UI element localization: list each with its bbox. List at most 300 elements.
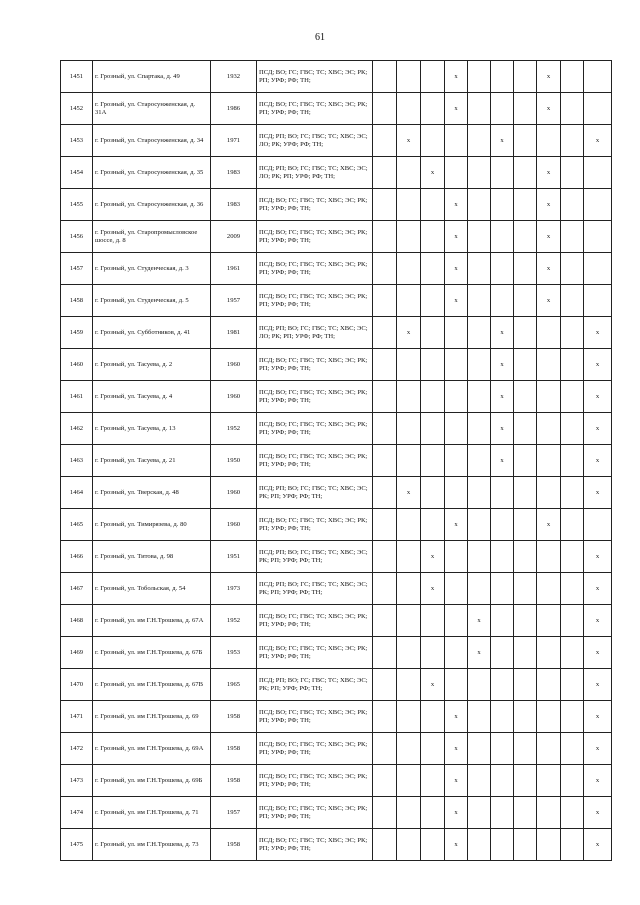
mark-cell: [468, 61, 491, 93]
housing-registry-table: [60, 60, 612, 861]
mark-cell: [397, 253, 421, 285]
mark-cell: [584, 157, 612, 189]
mark-cell: [397, 61, 421, 93]
work-types-cell: ПСД; РП; ВО; ГС; ГВС; ТС; ХВС; ЭС; РК; РП; УРФ; РФ; ТН;: [257, 541, 373, 573]
mark-cell: [514, 285, 537, 317]
table-row: [61, 509, 612, 541]
work-types-cell: ПСД; ВО; ГС; ГВС; ТС; ХВС; ЭС; РК; РП; УРФ; РФ; ТН;: [257, 413, 373, 445]
year-built-cell: 1961: [211, 253, 257, 285]
mark-cell: [468, 445, 491, 477]
mark-cell: [514, 221, 537, 253]
mark-cell: x: [445, 285, 468, 317]
mark-cell: [537, 701, 561, 733]
address-cell: г. Грозный, ул. Тверская, д. 48: [93, 477, 211, 509]
work-types-cell: ПСД; РП; ВО; ГС; ГВС; ТС; ХВС; ЭС; РК; РП; УРФ; РФ; ТН;: [257, 573, 373, 605]
mark-cell: [561, 285, 584, 317]
mark-cell: x: [584, 669, 612, 701]
mark-cell: [468, 669, 491, 701]
mark-cell: [514, 413, 537, 445]
mark-cell: [373, 189, 397, 221]
table-row: [61, 221, 612, 253]
year-built-cell: 1973: [211, 573, 257, 605]
mark-cell: x: [584, 541, 612, 573]
address-cell: г. Грозный, ул. им Г.Н.Трошева, д. 69: [93, 701, 211, 733]
mark-cell: [397, 669, 421, 701]
year-built-cell: 1958: [211, 701, 257, 733]
mark-cell: [397, 797, 421, 829]
address-cell: г. Грозный, ул. Субботников, д. 41: [93, 317, 211, 349]
year-built-cell: 1952: [211, 605, 257, 637]
mark-cell: [468, 573, 491, 605]
mark-cell: [561, 605, 584, 637]
year-built-cell: 1958: [211, 733, 257, 765]
mark-cell: [514, 733, 537, 765]
mark-cell: [491, 733, 514, 765]
mark-cell: [491, 541, 514, 573]
address-cell: г. Грозный, ул. Титова, д. 98: [93, 541, 211, 573]
year-built-cell: 1960: [211, 381, 257, 413]
address-cell: г. Грозный, ул. им Г.Н.Трошева, д. 67В: [93, 669, 211, 701]
mark-cell: x: [584, 125, 612, 157]
mark-cell: [445, 317, 468, 349]
mark-cell: x: [445, 61, 468, 93]
mark-cell: [421, 637, 445, 669]
row-number-cell: 1458: [61, 285, 93, 317]
mark-cell: [514, 701, 537, 733]
mark-cell: x: [584, 637, 612, 669]
mark-cell: x: [445, 509, 468, 541]
mark-cell: [445, 413, 468, 445]
mark-cell: x: [421, 669, 445, 701]
work-types-cell: ПСД; ВО; ГС; ГВС; ТС; ХВС; ЭС; РК; РП; УРФ; РФ; ТН;: [257, 221, 373, 253]
mark-cell: [561, 93, 584, 125]
mark-cell: x: [537, 253, 561, 285]
mark-cell: [468, 797, 491, 829]
mark-cell: [397, 221, 421, 253]
mark-cell: [561, 221, 584, 253]
mark-cell: [561, 669, 584, 701]
mark-cell: [445, 157, 468, 189]
work-types-cell: ПСД; ВО; ГС; ГВС; ТС; ХВС; ЭС; РК; РП; УРФ; РФ; ТН;: [257, 349, 373, 381]
year-built-cell: 1957: [211, 797, 257, 829]
table-row: [61, 61, 612, 93]
address-cell: г. Грозный, ул. Студенческая, д. 5: [93, 285, 211, 317]
work-types-cell: ПСД; ВО; ГС; ГВС; ТС; ХВС; ЭС; РК; РП; УРФ; РФ; ТН;: [257, 285, 373, 317]
mark-cell: x: [584, 797, 612, 829]
mark-cell: [468, 541, 491, 573]
mark-cell: [491, 477, 514, 509]
mark-cell: [373, 349, 397, 381]
mark-cell: x: [397, 477, 421, 509]
address-cell: г. Грозный, ул. им Г.Н.Трошева, д. 69Б: [93, 765, 211, 797]
table-row: [61, 317, 612, 349]
year-built-cell: 1965: [211, 669, 257, 701]
mark-cell: [514, 829, 537, 861]
table-row: [61, 189, 612, 221]
mark-cell: [561, 797, 584, 829]
year-built-cell: 1950: [211, 445, 257, 477]
mark-cell: [373, 477, 397, 509]
mark-cell: [445, 477, 468, 509]
mark-cell: [373, 221, 397, 253]
mark-cell: [421, 285, 445, 317]
year-built-cell: 1932: [211, 61, 257, 93]
year-built-cell: 1952: [211, 413, 257, 445]
mark-cell: [468, 765, 491, 797]
mark-cell: [421, 445, 445, 477]
mark-cell: [373, 509, 397, 541]
year-built-cell: 1971: [211, 125, 257, 157]
mark-cell: [468, 285, 491, 317]
mark-cell: x: [584, 317, 612, 349]
mark-cell: [468, 189, 491, 221]
mark-cell: [445, 381, 468, 413]
mark-cell: [514, 157, 537, 189]
mark-cell: x: [445, 93, 468, 125]
work-types-cell: ПСД; ВО; ГС; ГВС; ТС; ХВС; ЭС; РК; РП; УРФ; РФ; ТН;: [257, 381, 373, 413]
table-row: [61, 733, 612, 765]
row-number-cell: 1459: [61, 317, 93, 349]
mark-cell: [514, 573, 537, 605]
mark-cell: [561, 125, 584, 157]
mark-cell: [561, 381, 584, 413]
row-number-cell: 1464: [61, 477, 93, 509]
mark-cell: [421, 797, 445, 829]
mark-cell: [514, 61, 537, 93]
mark-cell: [468, 477, 491, 509]
address-cell: г. Грозный, ул. Спартака, д. 49: [93, 61, 211, 93]
mark-cell: [397, 509, 421, 541]
mark-cell: [468, 125, 491, 157]
mark-cell: [421, 701, 445, 733]
table-row: [61, 349, 612, 381]
mark-cell: [514, 605, 537, 637]
mark-cell: [468, 829, 491, 861]
mark-cell: [421, 509, 445, 541]
mark-cell: [561, 733, 584, 765]
year-built-cell: 1983: [211, 157, 257, 189]
mark-cell: [397, 765, 421, 797]
mark-cell: [491, 61, 514, 93]
mark-cell: x: [468, 605, 491, 637]
mark-cell: [491, 221, 514, 253]
mark-cell: x: [537, 221, 561, 253]
mark-cell: [373, 733, 397, 765]
address-cell: г. Грозный, ул. Тимирязева, д. 80: [93, 509, 211, 541]
table-row: [61, 797, 612, 829]
mark-cell: [421, 61, 445, 93]
mark-cell: x: [584, 765, 612, 797]
row-number-cell: 1472: [61, 733, 93, 765]
mark-cell: [445, 573, 468, 605]
mark-cell: x: [445, 701, 468, 733]
work-types-cell: ПСД; ВО; ГС; ГВС; ТС; ХВС; ЭС; РК; РП; УРФ; РФ; ТН;: [257, 829, 373, 861]
mark-cell: [514, 541, 537, 573]
mark-cell: x: [445, 189, 468, 221]
address-cell: г. Грозный, ул. Тобольская, д. 54: [93, 573, 211, 605]
mark-cell: [537, 381, 561, 413]
mark-cell: [373, 829, 397, 861]
mark-cell: x: [445, 221, 468, 253]
mark-cell: [584, 61, 612, 93]
mark-cell: [373, 637, 397, 669]
mark-cell: [468, 701, 491, 733]
year-built-cell: 1983: [211, 189, 257, 221]
page-number: 61: [315, 32, 325, 43]
mark-cell: [561, 541, 584, 573]
mark-cell: [445, 349, 468, 381]
mark-cell: [421, 125, 445, 157]
mark-cell: [373, 445, 397, 477]
mark-cell: [561, 509, 584, 541]
mark-cell: [373, 541, 397, 573]
mark-cell: [491, 189, 514, 221]
row-number-cell: 1457: [61, 253, 93, 285]
mark-cell: [421, 349, 445, 381]
mark-cell: [373, 317, 397, 349]
mark-cell: [537, 605, 561, 637]
mark-cell: [491, 253, 514, 285]
mark-cell: [561, 573, 584, 605]
row-number-cell: 1467: [61, 573, 93, 605]
mark-cell: [514, 189, 537, 221]
mark-cell: [561, 413, 584, 445]
mark-cell: [468, 733, 491, 765]
mark-cell: [491, 701, 514, 733]
year-built-cell: 1986: [211, 93, 257, 125]
mark-cell: x: [584, 733, 612, 765]
work-types-cell: ПСД; РП; ВО; ГС; ГВС; ТС; ХВС; ЭС; РК; РП; УРФ; РФ; ТН;: [257, 669, 373, 701]
mark-cell: [397, 829, 421, 861]
mark-cell: x: [491, 413, 514, 445]
mark-cell: [514, 125, 537, 157]
table-row: [61, 253, 612, 285]
mark-cell: [468, 157, 491, 189]
work-types-cell: ПСД; ВО; ГС; ГВС; ТС; ХВС; ЭС; РК; РП; УРФ; РФ; ТН;: [257, 93, 373, 125]
mark-cell: [491, 285, 514, 317]
mark-cell: [491, 573, 514, 605]
mark-cell: [397, 349, 421, 381]
row-number-cell: 1469: [61, 637, 93, 669]
table-row: [61, 413, 612, 445]
mark-cell: [561, 765, 584, 797]
mark-cell: [537, 637, 561, 669]
mark-cell: x: [584, 829, 612, 861]
mark-cell: x: [491, 125, 514, 157]
mark-cell: [445, 669, 468, 701]
mark-cell: x: [584, 349, 612, 381]
mark-cell: [537, 445, 561, 477]
table-row: [61, 381, 612, 413]
address-cell: г. Грозный, ул. им Г.Н.Трошева, д. 73: [93, 829, 211, 861]
mark-cell: [373, 765, 397, 797]
work-types-cell: ПСД; РП; ВО; ГС; ГВС; ТС; ХВС; ЭС; РК; РП; УРФ; РФ; ТН;: [257, 477, 373, 509]
work-types-cell: ПСД; ВО; ГС; ГВС; ТС; ХВС; ЭС; РК; РП; УРФ; РФ; ТН;: [257, 61, 373, 93]
table-row: [61, 637, 612, 669]
mark-cell: [561, 317, 584, 349]
address-cell: г. Грозный, ул. Старосунженская, д. 35: [93, 157, 211, 189]
mark-cell: [561, 445, 584, 477]
mark-cell: [421, 189, 445, 221]
mark-cell: [421, 381, 445, 413]
mark-cell: [445, 541, 468, 573]
mark-cell: [421, 221, 445, 253]
mark-cell: x: [584, 445, 612, 477]
mark-cell: [468, 349, 491, 381]
table-row: [61, 701, 612, 733]
registry-rows: [61, 61, 612, 861]
work-types-cell: ПСД; РП; ВО; ГС; ГВС; ТС; ХВС; ЭС; ЛО; РК; РП; УРФ; РФ; ТН;: [257, 157, 373, 189]
mark-cell: x: [421, 541, 445, 573]
table-row: [61, 285, 612, 317]
mark-cell: [514, 797, 537, 829]
mark-cell: [468, 381, 491, 413]
mark-cell: [397, 445, 421, 477]
row-number-cell: 1452: [61, 93, 93, 125]
mark-cell: [397, 573, 421, 605]
work-types-cell: ПСД; РП; ВО; ГС; ГВС; ТС; ХВС; ЭС; ЛО; РК; УРФ; РФ; ТН;: [257, 125, 373, 157]
mark-cell: x: [397, 125, 421, 157]
mark-cell: x: [537, 509, 561, 541]
mark-cell: [373, 701, 397, 733]
mark-cell: [514, 253, 537, 285]
row-number-cell: 1456: [61, 221, 93, 253]
mark-cell: x: [537, 285, 561, 317]
year-built-cell: 1951: [211, 541, 257, 573]
mark-cell: [397, 189, 421, 221]
work-types-cell: ПСД; ВО; ГС; ГВС; ТС; ХВС; ЭС; РК; РП; УРФ; РФ; ТН;: [257, 509, 373, 541]
mark-cell: [468, 509, 491, 541]
mark-cell: [468, 253, 491, 285]
mark-cell: [537, 765, 561, 797]
mark-cell: [561, 61, 584, 93]
mark-cell: [445, 445, 468, 477]
address-cell: г. Грозный, ул. Старосунженская, д. 36: [93, 189, 211, 221]
table-row: [61, 157, 612, 189]
row-number-cell: 1451: [61, 61, 93, 93]
mark-cell: x: [537, 157, 561, 189]
address-cell: г. Грозный, ул. Старосунженская, д. 31А: [93, 93, 211, 125]
mark-cell: x: [421, 573, 445, 605]
mark-cell: [491, 509, 514, 541]
mark-cell: [561, 701, 584, 733]
row-number-cell: 1453: [61, 125, 93, 157]
mark-cell: [514, 445, 537, 477]
mark-cell: [514, 765, 537, 797]
mark-cell: x: [537, 61, 561, 93]
mark-cell: [421, 317, 445, 349]
mark-cell: [584, 189, 612, 221]
mark-cell: x: [584, 701, 612, 733]
mark-cell: [537, 413, 561, 445]
row-number-cell: 1454: [61, 157, 93, 189]
mark-cell: x: [491, 381, 514, 413]
row-number-cell: 1468: [61, 605, 93, 637]
mark-cell: [584, 285, 612, 317]
mark-cell: [537, 477, 561, 509]
mark-cell: [373, 253, 397, 285]
year-built-cell: 1957: [211, 285, 257, 317]
mark-cell: [561, 253, 584, 285]
mark-cell: x: [397, 317, 421, 349]
mark-cell: [584, 221, 612, 253]
address-cell: г. Грозный, ул. Тасуева, д. 4: [93, 381, 211, 413]
year-built-cell: 1960: [211, 349, 257, 381]
mark-cell: [373, 797, 397, 829]
mark-cell: [421, 93, 445, 125]
mark-cell: [421, 477, 445, 509]
mark-cell: [491, 637, 514, 669]
table-row: [61, 93, 612, 125]
mark-cell: [491, 797, 514, 829]
row-number-cell: 1465: [61, 509, 93, 541]
mark-cell: [373, 93, 397, 125]
year-built-cell: 1958: [211, 765, 257, 797]
mark-cell: [561, 157, 584, 189]
table-row: [61, 765, 612, 797]
table-row: [61, 829, 612, 861]
mark-cell: [397, 605, 421, 637]
row-number-cell: 1466: [61, 541, 93, 573]
address-cell: г. Грозный, ул. им Г.Н.Трошева, д. 69А: [93, 733, 211, 765]
address-cell: г. Грозный, ул. Старосунженская, д. 34: [93, 125, 211, 157]
year-built-cell: 1953: [211, 637, 257, 669]
mark-cell: [373, 413, 397, 445]
mark-cell: [537, 829, 561, 861]
mark-cell: [514, 317, 537, 349]
mark-cell: [491, 765, 514, 797]
row-number-cell: 1455: [61, 189, 93, 221]
work-types-cell: ПСД; ВО; ГС; ГВС; ТС; ХВС; ЭС; РК; РП; УРФ; РФ; ТН;: [257, 445, 373, 477]
mark-cell: [445, 605, 468, 637]
mark-cell: x: [445, 253, 468, 285]
table-row: [61, 605, 612, 637]
mark-cell: [584, 253, 612, 285]
mark-cell: [537, 317, 561, 349]
mark-cell: [421, 605, 445, 637]
table-row: [61, 669, 612, 701]
year-built-cell: 1958: [211, 829, 257, 861]
mark-cell: x: [445, 765, 468, 797]
mark-cell: [397, 701, 421, 733]
work-types-cell: ПСД; РП; ВО; ГС; ГВС; ТС; ХВС; ЭС; ЛО; РК; РП; УРФ; РФ; ТН;: [257, 317, 373, 349]
mark-cell: x: [584, 477, 612, 509]
year-built-cell: 1960: [211, 509, 257, 541]
mark-cell: [373, 285, 397, 317]
mark-cell: [373, 125, 397, 157]
mark-cell: [421, 733, 445, 765]
mark-cell: x: [584, 381, 612, 413]
mark-cell: [491, 829, 514, 861]
table-row: [61, 573, 612, 605]
mark-cell: [537, 733, 561, 765]
mark-cell: [514, 669, 537, 701]
address-cell: г. Грозный, ул. Старопромысловское шоссе, д. 8: [93, 221, 211, 253]
mark-cell: [421, 829, 445, 861]
address-cell: г. Грозный, ул. им Г.Н.Трошева, д. 67А: [93, 605, 211, 637]
row-number-cell: 1475: [61, 829, 93, 861]
mark-cell: [491, 605, 514, 637]
mark-cell: [514, 349, 537, 381]
mark-cell: [514, 637, 537, 669]
mark-cell: [397, 733, 421, 765]
work-types-cell: ПСД; ВО; ГС; ГВС; ТС; ХВС; ЭС; РК; РП; УРФ; РФ; ТН;: [257, 253, 373, 285]
year-built-cell: 1960: [211, 477, 257, 509]
mark-cell: [514, 477, 537, 509]
row-number-cell: 1474: [61, 797, 93, 829]
address-cell: г. Грозный, ул. Тасуева, д. 2: [93, 349, 211, 381]
mark-cell: [397, 381, 421, 413]
